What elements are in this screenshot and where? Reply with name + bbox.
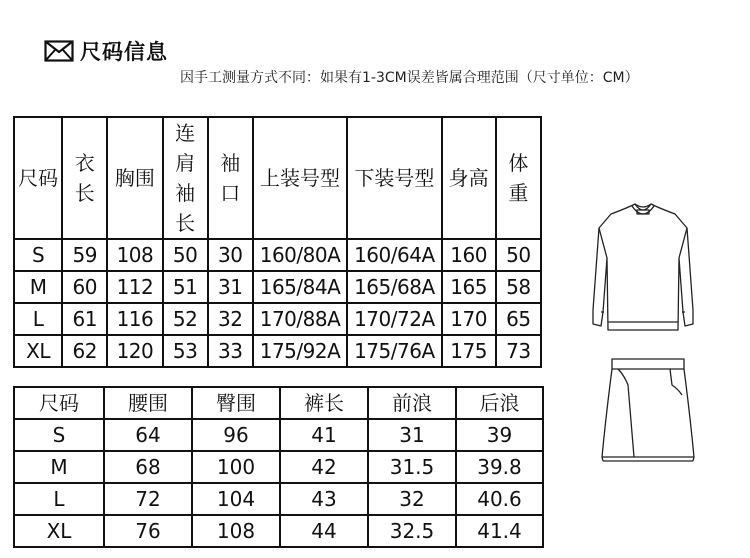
table-cell: 51 — [163, 271, 208, 303]
measurement-note: 因手工测量方式不同：如果有1-3CM误差皆属合理范围（尺寸单位：CM） — [180, 70, 639, 86]
column-header: 连 肩 袖 长 — [163, 117, 208, 239]
bottom-size-table — [13, 386, 544, 548]
column-header: 臀围 — [192, 387, 280, 419]
table-cell: 60 — [62, 271, 107, 303]
table-row — [14, 451, 543, 483]
table-cell: 108 — [107, 239, 162, 271]
table-cell: S — [14, 239, 62, 271]
table-cell: 33 — [208, 335, 253, 367]
column-header: 裤长 — [280, 387, 368, 419]
table-cell: 50 — [496, 239, 541, 271]
column-header: 袖 口 — [208, 117, 253, 239]
table-row — [14, 419, 543, 451]
table-cell: XL — [14, 335, 62, 367]
column-header: 下装号型 — [347, 117, 441, 239]
table-cell: 165/84A — [253, 271, 347, 303]
table-cell: 61 — [62, 303, 107, 335]
table-cell: 165 — [442, 271, 496, 303]
table-cell: 170/88A — [253, 303, 347, 335]
column-header: 衣 长 — [62, 117, 107, 239]
table-cell: 32 — [208, 303, 253, 335]
table-row — [14, 239, 541, 271]
table-cell: 170/72A — [347, 303, 441, 335]
table-cell: M — [14, 451, 104, 483]
table-cell: 39 — [456, 419, 543, 451]
column-header: 身高 — [442, 117, 496, 239]
table-cell: 104 — [192, 483, 280, 515]
table-cell: 41.4 — [456, 515, 543, 547]
table-cell: 32 — [368, 483, 456, 515]
column-header: 前浪 — [368, 387, 456, 419]
skirt-illustration — [598, 355, 698, 470]
table-cell: 175/76A — [347, 335, 441, 367]
column-header: 胸围 — [107, 117, 162, 239]
table-cell: 68 — [104, 451, 192, 483]
table-cell: L — [14, 483, 104, 515]
column-header: 上装号型 — [253, 117, 347, 239]
table-row — [14, 303, 541, 335]
sweatshirt-illustration — [583, 200, 703, 340]
table-cell: 96 — [192, 419, 280, 451]
table-cell: 160/64A — [347, 239, 441, 271]
table-cell: 160 — [442, 239, 496, 271]
column-header: 尺码 — [14, 117, 62, 239]
column-header: 体 重 — [496, 117, 541, 239]
table-cell: 62 — [62, 335, 107, 367]
table-cell: 165/68A — [347, 271, 441, 303]
table-cell: 41 — [280, 419, 368, 451]
table-cell: 120 — [107, 335, 162, 367]
table-cell: 44 — [280, 515, 368, 547]
header — [44, 36, 168, 66]
column-header: 后浪 — [456, 387, 543, 419]
table-cell: 108 — [192, 515, 280, 547]
table-cell: 100 — [192, 451, 280, 483]
page-title: 尺码信息 — [80, 40, 168, 64]
table-cell: 59 — [62, 239, 107, 271]
table-cell: 58 — [496, 271, 541, 303]
table-cell: 112 — [107, 271, 162, 303]
table-cell: XL — [14, 515, 104, 547]
table-cell: 116 — [107, 303, 162, 335]
table-cell: 30 — [208, 239, 253, 271]
table-cell: M — [14, 271, 62, 303]
table-cell: 43 — [280, 483, 368, 515]
table-cell: 175 — [442, 335, 496, 367]
table-cell: 32.5 — [368, 515, 456, 547]
table-cell: S — [14, 419, 104, 451]
column-header: 尺码 — [14, 387, 104, 419]
table-row — [14, 271, 541, 303]
table-cell: 53 — [163, 335, 208, 367]
table-cell: L — [14, 303, 62, 335]
table-header-row — [14, 117, 541, 239]
table-cell: 76 — [104, 515, 192, 547]
table-row — [14, 483, 543, 515]
table-cell: 31 — [208, 271, 253, 303]
table-cell: 175/92A — [253, 335, 347, 367]
table-cell: 64 — [104, 419, 192, 451]
column-header: 腰围 — [104, 387, 192, 419]
table-cell: 50 — [163, 239, 208, 271]
table-cell: 65 — [496, 303, 541, 335]
table-cell: 31 — [368, 419, 456, 451]
table-row — [14, 515, 543, 547]
table-cell: 160/80A — [253, 239, 347, 271]
table-cell: 170 — [442, 303, 496, 335]
table-cell: 31.5 — [368, 451, 456, 483]
top-size-table — [13, 116, 542, 368]
table-cell: 72 — [104, 483, 192, 515]
table-cell: 42 — [280, 451, 368, 483]
table-row — [14, 335, 541, 367]
table-header-row — [14, 387, 543, 419]
table-cell: 40.6 — [456, 483, 543, 515]
table-cell: 73 — [496, 335, 541, 367]
table-cell: 39.8 — [456, 451, 543, 483]
mail-icon — [44, 40, 74, 62]
table-cell: 52 — [163, 303, 208, 335]
